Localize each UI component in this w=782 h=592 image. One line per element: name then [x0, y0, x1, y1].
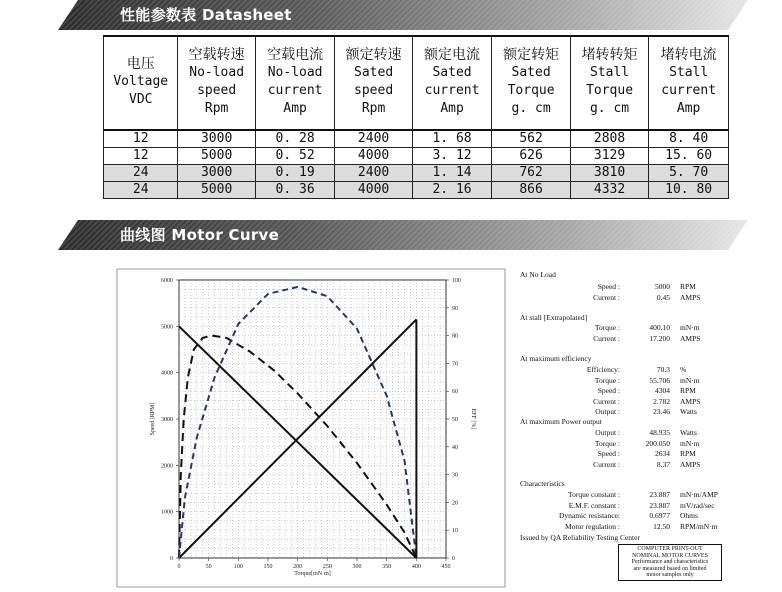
header-sated-torque: [492, 36, 570, 130]
spec-unit: Watts: [680, 407, 697, 416]
cell: 5. 70: [649, 165, 729, 182]
header-sated-torque-en2: Torque: [507, 83, 555, 98]
header-sated-speed-cn: 额定转速: [345, 47, 402, 63]
motor-curve-chart: [116, 268, 506, 588]
x-axis-label: Torque[mN·m]: [294, 571, 331, 577]
spec-row: [520, 460, 765, 470]
spec-value: 2634: [655, 449, 670, 458]
spec-label: Speed :: [597, 282, 620, 291]
specs-heading-characteristics: Characteristics: [520, 479, 565, 488]
x-tick-label: 350: [382, 564, 392, 570]
header-sated-torque-cn: 额定转矩: [503, 47, 560, 63]
spec-value: 2.782: [653, 396, 670, 406]
datasheet-banner: [58, 0, 748, 30]
header-noload-current-en1: No-load: [267, 65, 323, 80]
y-tick-label: 3000: [161, 417, 173, 423]
cell: 3129: [570, 148, 648, 165]
y-axis-label: Speed [RPM]: [150, 402, 156, 436]
cell: 3000: [178, 130, 255, 148]
spec-value: 70.3: [656, 365, 670, 374]
plot-area: [179, 280, 446, 558]
header-noload-speed-en2: speed: [197, 83, 237, 98]
spec-label: Current :: [593, 459, 620, 469]
cell: 2400: [335, 130, 412, 148]
header-noload-current-cn: 空载电流: [267, 47, 324, 63]
spec-value: 48.935: [649, 428, 670, 437]
stamp-line: motor samples only: [646, 572, 694, 579]
header-noload-current-en2: current: [267, 83, 323, 98]
header-noload-speed-cn: 空载转速: [188, 47, 245, 63]
y2-tick-label: 60: [452, 389, 458, 396]
y2-tick-label: 70: [452, 361, 458, 368]
header-stall-torque-en3: g. cm: [589, 101, 630, 116]
spec-label: Speed :: [597, 449, 620, 458]
y2-tick-label: 10: [452, 528, 458, 535]
spec-value: 23.887: [649, 500, 670, 510]
cell: 2400: [335, 165, 412, 182]
header-sated-current-en2: current: [424, 83, 480, 98]
spec-unit: mN·m: [680, 438, 700, 448]
table-row: [104, 182, 729, 199]
specs-heading-no-load: At No Load: [520, 270, 556, 279]
header-sated-torque-en3: g. cm: [511, 101, 551, 116]
y-tick-label: 1000: [161, 509, 173, 516]
spec-unit: Ohms: [680, 511, 698, 520]
spec-unit: AMPS: [680, 396, 701, 406]
spec-row: [520, 522, 765, 532]
cell: 1. 14: [412, 165, 492, 182]
spec-value: 8.37: [656, 459, 670, 469]
spec-unit: RPM: [680, 282, 696, 291]
spec-unit: %: [680, 365, 687, 374]
spec-value: 0.45: [656, 292, 670, 302]
spec-label: Torque :: [594, 438, 620, 448]
cell: 0. 36: [255, 182, 335, 199]
header-stall-torque: [570, 36, 648, 130]
y-tick-label: 5000: [161, 324, 173, 331]
spec-row: [520, 511, 765, 521]
header-sated-current-en1: Sated: [432, 65, 472, 80]
x-tick-label: 250: [322, 564, 332, 570]
cell: 562: [492, 130, 570, 148]
spec-unit: RPM/mN·m: [680, 521, 718, 531]
spec-row: [520, 428, 765, 438]
y2-axis-label: EFF [%]: [470, 408, 476, 430]
spec-row: [520, 365, 765, 375]
cell: 3. 12: [412, 148, 492, 165]
specs-heading-max-power: At maximum Power output: [520, 417, 602, 426]
y2-tick-label: 50: [452, 417, 458, 423]
cell: 24: [104, 165, 178, 182]
spec-label: Torque :: [594, 323, 620, 332]
spec-label: Efficiency:: [586, 365, 620, 374]
header-sated-current-cn: 额定电流: [424, 47, 481, 63]
cell: 4000: [335, 182, 412, 199]
y2-tick-label: 40: [452, 444, 458, 451]
curve-title: 曲线图 Motor Curve: [120, 226, 280, 244]
cell: 4000: [335, 148, 412, 165]
y-tick-label: 0: [170, 556, 173, 562]
spec-unit: mV/rad/sec: [680, 500, 715, 510]
spec-row: [520, 282, 765, 292]
cell: 626: [492, 148, 570, 165]
header-stall-current-cn: 堵转电流: [660, 47, 717, 63]
motor-curve-svg: [116, 268, 506, 588]
datasheet-title: 性能参数表 Datasheet: [120, 6, 292, 24]
table-row: [104, 130, 729, 148]
spec-value: 23.46: [653, 407, 670, 416]
curve-banner: [58, 220, 748, 250]
spec-value: 5000: [655, 282, 670, 291]
header-sated-speed-en1: Sated: [354, 65, 394, 80]
cell: 12: [104, 130, 178, 148]
spec-value: 4304: [655, 386, 670, 395]
cell: 5000: [178, 148, 255, 165]
stamp-line: NOMINAL MOTOR CURVES: [632, 552, 708, 559]
spec-label: Current :: [593, 333, 620, 343]
computer-printout-stamp: [618, 544, 722, 581]
header-stall-current-en1: Stall: [669, 65, 709, 80]
spec-unit: Watts: [680, 428, 697, 437]
header-voltage-en1: Voltage: [113, 74, 169, 89]
spec-unit: AMPS: [680, 333, 701, 343]
spec-unit: mN·m: [680, 323, 700, 332]
spec-unit: RPM: [680, 449, 696, 458]
header-sated-torque-en1: Sated: [511, 65, 551, 80]
spec-label: Motor regulation :: [565, 521, 620, 531]
y2-tick-label: 100: [452, 278, 461, 284]
spec-row: [520, 449, 765, 459]
header-voltage-en2: VDC: [129, 92, 153, 107]
cell: 10. 80: [649, 182, 729, 199]
header-noload-speed-en3: Rpm: [204, 101, 229, 116]
spec-value: 23.887: [649, 490, 670, 499]
spec-unit: AMPS: [680, 459, 701, 469]
spec-label: Current :: [593, 292, 620, 302]
table-header-row: [104, 36, 729, 130]
x-tick-label: 0: [177, 564, 181, 570]
spec-value: 0.6977: [649, 511, 670, 520]
spec-row: [520, 407, 765, 417]
header-voltage: [104, 36, 178, 130]
y2-tick-label: 90: [452, 305, 458, 312]
cell: 2. 16: [412, 182, 492, 199]
cell: 0. 28: [255, 130, 335, 148]
cell: 15. 60: [649, 148, 729, 165]
x-tick-label: 150: [263, 564, 273, 570]
spec-unit: mN·m: [680, 375, 700, 385]
spec-value: 17.200: [649, 333, 670, 343]
x-tick-label: 50: [205, 564, 212, 570]
header-noload-speed-en1: No-load: [189, 65, 245, 80]
header-voltage-cn: 电压: [126, 56, 155, 72]
y2-tick-label: 30: [452, 472, 458, 479]
header-stall-current-en3: Amp: [676, 101, 701, 116]
cell: 3000: [178, 165, 255, 182]
stamp-line: Performance and characteristics: [631, 559, 709, 566]
spec-value: 55.706: [649, 375, 670, 385]
y-tick-label: 2000: [161, 463, 173, 470]
header-sated-speed: [335, 36, 412, 130]
issued-by: Issued by QA Reliability Testing Center: [520, 533, 640, 542]
header-noload-current-en3: Amp: [283, 101, 307, 116]
spec-label: Torque constant :: [568, 490, 620, 499]
spec-unit: AMPS: [680, 292, 701, 302]
spec-label: Output :: [595, 428, 620, 437]
y2-tick-label: 80: [452, 333, 458, 340]
cell: 1. 68: [412, 130, 492, 148]
stamp-line: are measured based on limited: [633, 565, 707, 572]
spec-row: [520, 490, 765, 500]
cell: 12: [104, 148, 178, 165]
specs-heading-stall: At stall [Extrapolated]: [520, 313, 588, 322]
spec-label: E.M.F. constant :: [568, 500, 620, 510]
spec-label: Speed :: [597, 386, 620, 395]
spec-label: Output :: [595, 407, 620, 416]
cell: 5000: [178, 182, 255, 199]
cell: 8. 40: [649, 130, 729, 148]
y-tick-label: 6000: [161, 278, 173, 284]
spec-value: 200.050: [645, 438, 670, 448]
spec-unit: RPM: [680, 386, 696, 395]
spec-unit: mN·m/AMP: [680, 490, 718, 499]
table-row: [104, 165, 729, 182]
datasheet-table: [103, 35, 729, 199]
x-tick-label: 200: [293, 564, 303, 570]
spec-row: [520, 397, 765, 407]
spec-row: [520, 334, 765, 344]
spec-label: Current :: [593, 396, 620, 406]
table-row: [104, 148, 729, 165]
spec-label: Dynamic resistance:: [558, 511, 620, 520]
header-stall-torque-en2: Torque: [586, 83, 634, 98]
x-tick-label: 400: [411, 564, 421, 570]
spec-row: [520, 293, 765, 303]
y-tick-label: 4000: [161, 370, 173, 377]
specs-heading-max-eff: At maximum efficiency: [520, 354, 592, 363]
spec-row: [520, 439, 765, 449]
spec-value: 12.50: [653, 521, 670, 531]
header-sated-speed-en2: speed: [354, 83, 394, 98]
header-noload-speed: [178, 36, 255, 130]
cell: 762: [492, 165, 570, 182]
cell: 24: [104, 182, 178, 199]
y2-tick-label: 20: [452, 500, 458, 507]
cell: 0. 52: [255, 148, 335, 165]
cell: 4332: [570, 182, 648, 199]
spec-row: [520, 501, 765, 511]
stamp-line: COMPUTER PRINT-OUT: [637, 546, 703, 552]
header-sated-current: [412, 36, 492, 130]
cell: 0. 19: [255, 165, 335, 182]
x-tick-label: 300: [352, 564, 362, 570]
cell: 3810: [570, 165, 648, 182]
header-stall-torque-en1: Stall: [589, 65, 630, 80]
spec-row: [520, 376, 765, 386]
header-stall-current-en2: current: [661, 83, 717, 98]
spec-row: [520, 386, 765, 396]
cell: 866: [492, 182, 570, 199]
header-noload-current: [255, 36, 335, 130]
x-tick-label: 100: [233, 564, 243, 570]
y2-tick-label: 0: [452, 556, 455, 562]
header-sated-current-en3: Amp: [440, 101, 464, 116]
spec-row: [520, 323, 765, 333]
x-tick-label: 450: [441, 564, 451, 570]
header-stall-torque-cn: 堵转转矩: [581, 47, 638, 63]
spec-value: 400.10: [649, 323, 670, 332]
header-sated-speed-en3: Rpm: [361, 101, 386, 116]
spec-label: Torque :: [594, 375, 620, 385]
header-stall-current: [649, 36, 729, 130]
cell: 2808: [570, 130, 648, 148]
